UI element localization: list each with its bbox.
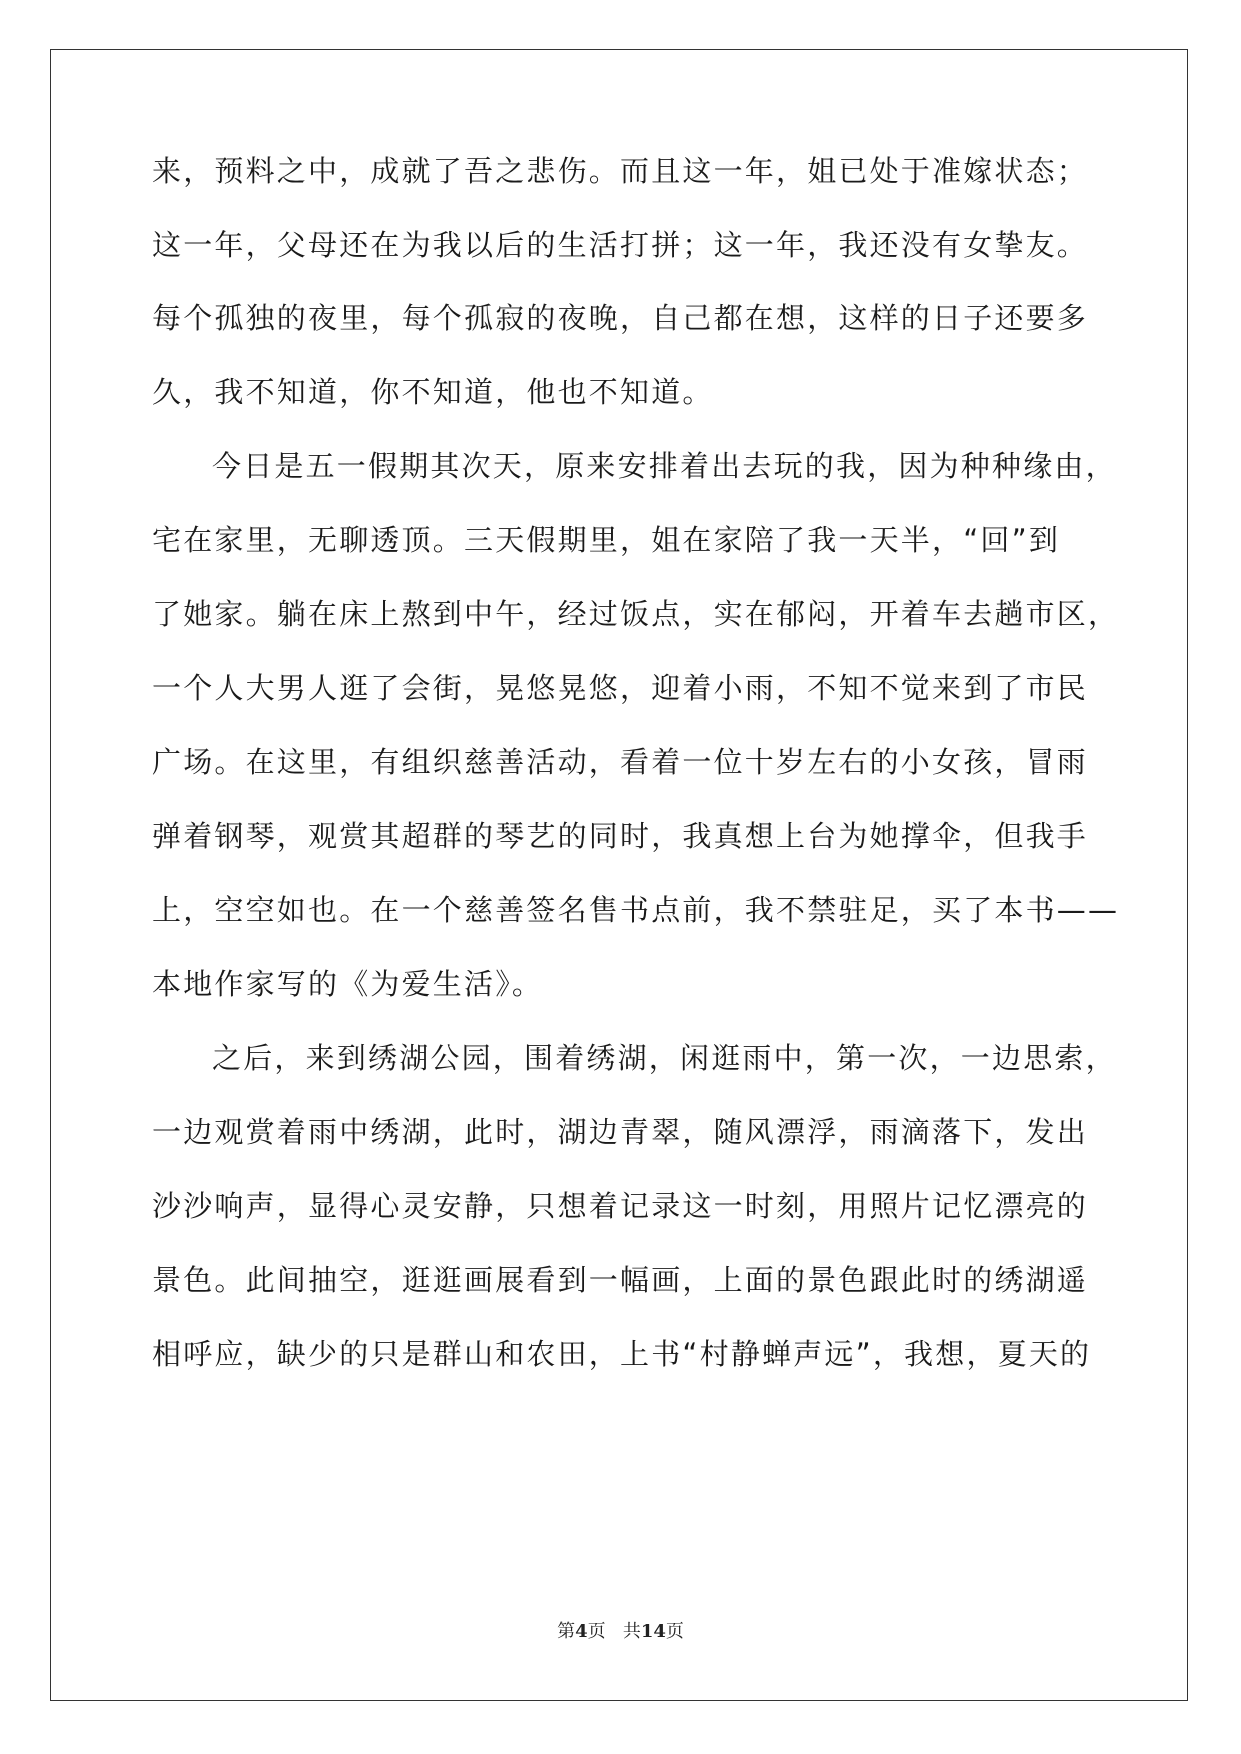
text-line: 宅在家里，无聊透顶。三天假期里，姐在家陪了我一天半，“回”到: [152, 523, 1061, 557]
page-number: 4: [575, 1621, 588, 1642]
text-line: 景色。此间抽空，逛逛画展看到一幅画，上面的景色跟此时的绣湖遥: [152, 1263, 1089, 1297]
text-line: 一个人大男人逛了会街，晃悠晃悠，迎着小雨，不知不觉来到了市民: [152, 671, 1089, 705]
text-line: 久，我不知道，你不知道，他也不知道。: [152, 375, 714, 409]
paragraph-first-line: 之后，来到绣湖公园，围着绣湖，闲逛雨中，第一次，一边思索，: [212, 1041, 1117, 1075]
total-pages: 14: [640, 1621, 666, 1642]
text-line: 本地作家写的《为爱生活》。: [152, 967, 544, 1001]
text-line: 广场。在这里，有组织慈善活动，看着一位十岁左右的小女孩，冒雨: [152, 745, 1089, 779]
page-label-suffix: 页: [587, 1621, 606, 1642]
text-line: 一边观赏着雨中绣湖，此时，湖边青翠，随风漂浮，雨滴落下，发出: [152, 1115, 1089, 1149]
text-line: 这一年，父母还在为我以后的生活打拼；这一年，我还没有女挚友。: [152, 228, 1089, 262]
text-line: 沙沙响声，显得心灵安静，只想着记录这一时刻，用照片记忆漂亮的: [152, 1189, 1089, 1223]
total-label-prefix: 共: [622, 1621, 641, 1642]
page-label-prefix: 第: [557, 1621, 576, 1642]
page-border: [50, 49, 1188, 1701]
text-line: 了她家。躺在床上熬到中午，经过饭点，实在郁闷，开着车去趟市区，: [152, 597, 1120, 631]
text-line: 每个孤独的夜里，每个孤寂的夜晚，自己都在想，这样的日子还要多: [152, 301, 1089, 335]
page-footer: [0, 1617, 1241, 1643]
text-line: 弹着钢琴，观赏其超群的琴艺的同时，我真想上台为她撑伞，但我手: [152, 819, 1089, 853]
text-line: 相呼应，缺少的只是群山和农田，上书“村静蝉声远”，我想，夏天的: [152, 1337, 1092, 1371]
text-line: 上，空空如也。在一个慈善签名售书点前，我不禁驻足，买了本书——: [152, 893, 1120, 927]
total-label-suffix: 页: [665, 1621, 684, 1642]
text-line: 来，预料之中，成就了吾之悲伤。而且这一年，姐已处于准嫁状态；: [152, 154, 1089, 188]
paragraph-first-line: 今日是五一假期其次天，原来安排着出去玩的我，因为种种缘由，: [212, 449, 1117, 483]
